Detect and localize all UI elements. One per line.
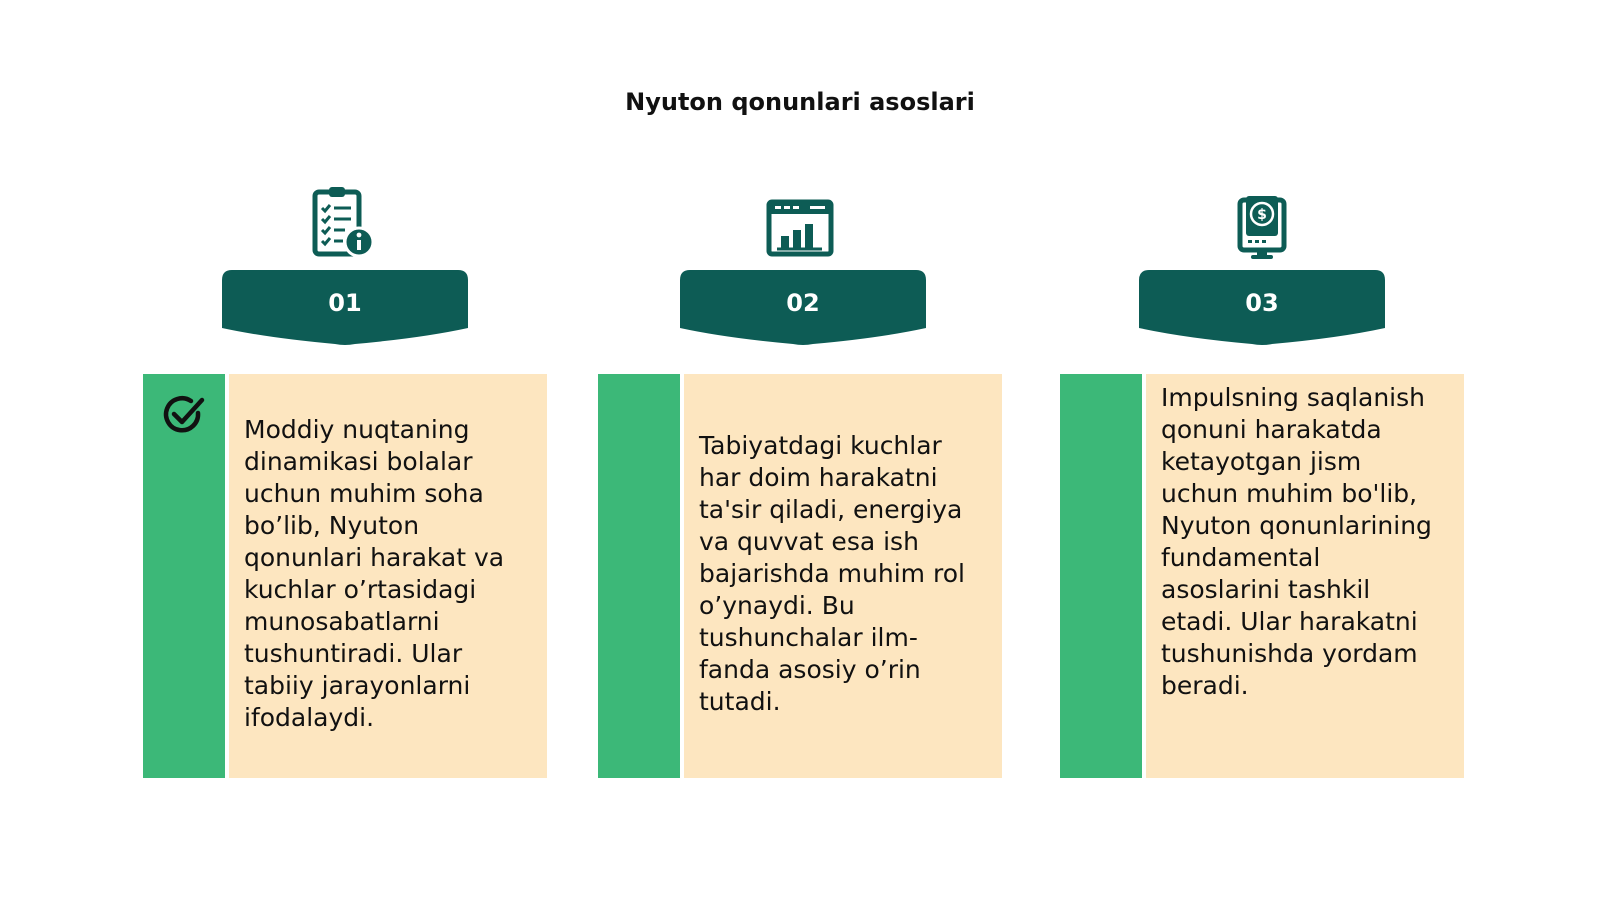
analytics-chart-window-icon [760, 190, 840, 270]
info-card-3 [1060, 374, 1464, 778]
info-card-2 [598, 374, 1002, 778]
step-number: 01 [328, 289, 362, 317]
page-title: Nyuton qonunlari asoslari [625, 88, 975, 116]
card-panel [684, 374, 1002, 778]
card-accent-stripe [143, 374, 225, 778]
step-number: 03 [1245, 289, 1279, 317]
info-card-1 [143, 374, 547, 778]
card-text: Moddiy nuqtaning dinamikasi bolalar uchun muhim soha bo’lib, Nyuton qonunlari harakat va kuchlar o’rtasidagi munosabatlarni tushuntiradi. Ular tabiiy jarayonlarni ifodalaydi. [244, 415, 505, 732]
svg-text:$: $ [1257, 207, 1267, 223]
card-accent-stripe [598, 374, 680, 778]
card-text: Tabiyatdagi kuchlar har doim harakatni ta'sir qiladi, energiya va quvvat esa ish bajarishda muhim rol o’ynaydi. Bu tushunchalar ilm-fanda asosiy o’rin tutadi. [699, 431, 965, 716]
step-badge-01 [222, 270, 468, 352]
clipboard-checklist-info-icon [305, 186, 385, 266]
card-accent-stripe [1060, 374, 1142, 778]
card-text: Impulsning saqlanish qonuni harakatda ketayotgan jism uchun muhim bo'lib, Nyuton qonunlarining fundamental asoslarini tashkil etadi. Ular harakatni tushunishda yordam beradi. [1161, 383, 1432, 700]
monitor-dollar-icon [1222, 190, 1302, 270]
step-badge-03 [1139, 270, 1385, 352]
card-panel [1146, 374, 1464, 778]
step-badge-02 [680, 270, 926, 352]
check-circle-icon [161, 392, 207, 438]
step-number: 02 [786, 289, 820, 317]
card-panel [229, 374, 547, 778]
